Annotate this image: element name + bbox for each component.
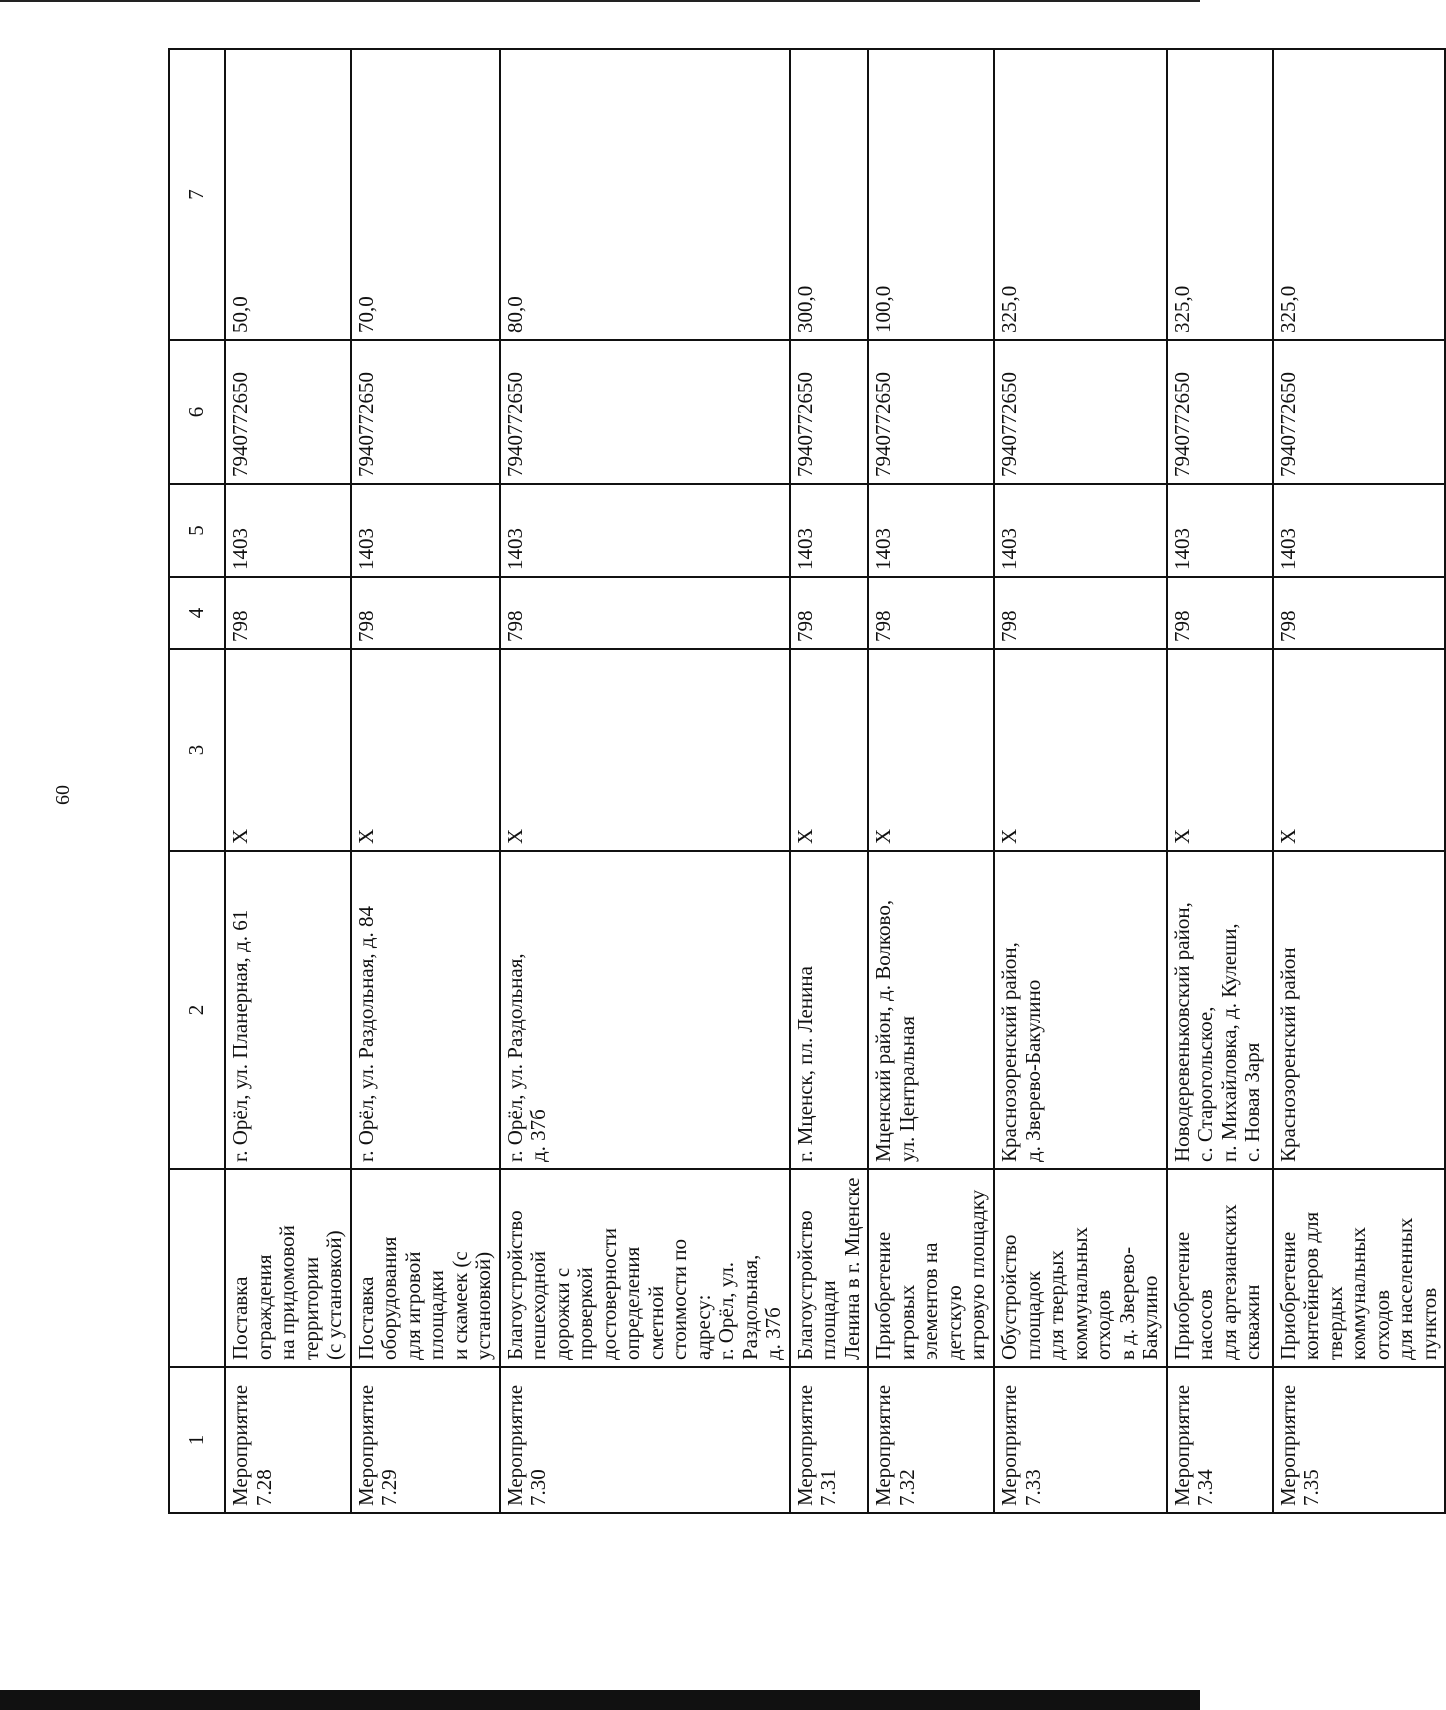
section-cell: 1403 bbox=[868, 484, 994, 577]
address-cell: г. Орёл, ул. Раздольная, д. 37б bbox=[500, 851, 790, 1169]
table-row bbox=[868, 49, 994, 1513]
section-cell: 1403 bbox=[500, 484, 790, 577]
address-cell: Краснозоренский район, д. Зверево-Бакулино bbox=[994, 851, 1167, 1169]
code-cell: 798 bbox=[351, 577, 500, 649]
address-cell: Новодеревеньковский район, с. Старогольское, п. Михайловка, д. Кулеши, с. Новая Заря bbox=[1167, 851, 1273, 1169]
scan-bottom-edge bbox=[0, 1690, 1200, 1710]
section-cell: 1403 bbox=[994, 484, 1167, 577]
event-name-cell: Благоустройство площади Ленина в г. Мценске bbox=[790, 1169, 869, 1367]
address-cell: Краснозоренский район bbox=[1273, 851, 1446, 1169]
target-code-cell: 7940772650 bbox=[994, 340, 1167, 484]
data-table bbox=[168, 48, 1446, 1514]
event-id-cell: Мероприятие 7.35 bbox=[1273, 1367, 1446, 1513]
mark-cell: Х bbox=[790, 649, 869, 851]
event-id-cell: Мероприятие 7.31 bbox=[790, 1367, 869, 1513]
event-name-cell: Приобретение насосов для артезианских скважин bbox=[1167, 1169, 1273, 1367]
target-code-cell: 7940772650 bbox=[1273, 340, 1446, 484]
event-id-cell: Мероприятие 7.29 bbox=[351, 1367, 500, 1513]
event-id-cell: Мероприятие 7.28 bbox=[225, 1367, 351, 1513]
mark-cell: Х bbox=[1167, 649, 1273, 851]
section-cell: 1403 bbox=[1167, 484, 1273, 577]
target-code-cell: 7940772650 bbox=[868, 340, 994, 484]
event-name-cell: Поставка ограждения на придомовой территории (с установкой) bbox=[225, 1169, 351, 1367]
data-table-container bbox=[168, 49, 1441, 1514]
mark-cell: Х bbox=[351, 649, 500, 851]
column-header: 4 bbox=[169, 577, 225, 649]
address-cell: г. Орёл, ул. Планерная, д. 61 bbox=[225, 851, 351, 1169]
amount-cell: 70,0 bbox=[351, 49, 500, 340]
code-cell: 798 bbox=[790, 577, 869, 649]
event-name-cell: Благоустройство пешеходной дорожки с проверкой достоверности определения сметной стоимости по адресу: г. Орёл, ул. Раздольная, д. 37б bbox=[500, 1169, 790, 1367]
event-id-cell: Мероприятие 7.32 bbox=[868, 1367, 994, 1513]
event-id-cell: Мероприятие 7.33 bbox=[994, 1367, 1167, 1513]
scan-top-edge bbox=[0, 0, 1200, 2]
mark-cell: Х bbox=[868, 649, 994, 851]
column-header: 6 bbox=[169, 340, 225, 484]
code-cell: 798 bbox=[1167, 577, 1273, 649]
table-row bbox=[994, 49, 1167, 1513]
mark-cell: Х bbox=[225, 649, 351, 851]
column-header: 1 bbox=[169, 1367, 225, 1513]
section-cell: 1403 bbox=[790, 484, 869, 577]
code-cell: 798 bbox=[1273, 577, 1446, 649]
address-cell: Мценский район, д. Волково, ул. Центральная bbox=[868, 851, 994, 1169]
amount-cell: 80,0 bbox=[500, 49, 790, 340]
event-name-cell: Приобретение контейнеров для твердых коммунальных отходов для населенных пунктов bbox=[1273, 1169, 1446, 1367]
table-row bbox=[225, 49, 351, 1513]
section-cell: 1403 bbox=[1273, 484, 1446, 577]
code-cell: 798 bbox=[225, 577, 351, 649]
target-code-cell: 7940772650 bbox=[225, 340, 351, 484]
column-header: 3 bbox=[169, 649, 225, 851]
amount-cell: 100,0 bbox=[868, 49, 994, 340]
event-id-cell: Мероприятие 7.34 bbox=[1167, 1367, 1273, 1513]
section-cell: 1403 bbox=[225, 484, 351, 577]
event-name-cell: Обустройство площадок для твердых коммунальных отходов в д. Зверево-Бакулино bbox=[994, 1169, 1167, 1367]
table-header-row bbox=[169, 49, 225, 1513]
column-header bbox=[169, 1169, 225, 1367]
code-cell: 798 bbox=[500, 577, 790, 649]
table-row bbox=[351, 49, 500, 1513]
amount-cell: 325,0 bbox=[1273, 49, 1446, 340]
column-header: 5 bbox=[169, 484, 225, 577]
event-name-cell: Поставка оборудования для игровой площадки и скамеек (с установкой) bbox=[351, 1169, 500, 1367]
target-code-cell: 7940772650 bbox=[790, 340, 869, 484]
mark-cell: Х bbox=[500, 649, 790, 851]
code-cell: 798 bbox=[994, 577, 1167, 649]
table-row bbox=[1167, 49, 1273, 1513]
address-cell: г. Мценск, пл. Ленина bbox=[790, 851, 869, 1169]
table-row bbox=[1273, 49, 1446, 1513]
event-id-cell: Мероприятие 7.30 bbox=[500, 1367, 790, 1513]
event-name-cell: Приобретение игровых элементов на детскую игровую площадку bbox=[868, 1169, 994, 1367]
mark-cell: Х bbox=[1273, 649, 1446, 851]
target-code-cell: 7940772650 bbox=[351, 340, 500, 484]
table-row bbox=[500, 49, 790, 1513]
target-code-cell: 7940772650 bbox=[500, 340, 790, 484]
code-cell: 798 bbox=[868, 577, 994, 649]
mark-cell: Х bbox=[994, 649, 1167, 851]
table-row bbox=[790, 49, 869, 1513]
column-header: 7 bbox=[169, 49, 225, 340]
amount-cell: 325,0 bbox=[994, 49, 1167, 340]
amount-cell: 325,0 bbox=[1167, 49, 1273, 340]
column-header: 2 bbox=[169, 851, 225, 1169]
section-cell: 1403 bbox=[351, 484, 500, 577]
address-cell: г. Орёл, ул. Раздольная, д. 84 bbox=[351, 851, 500, 1169]
amount-cell: 50,0 bbox=[225, 49, 351, 340]
amount-cell: 300,0 bbox=[790, 49, 869, 340]
page-number: 60 bbox=[52, 785, 74, 805]
target-code-cell: 7940772650 bbox=[1167, 340, 1273, 484]
